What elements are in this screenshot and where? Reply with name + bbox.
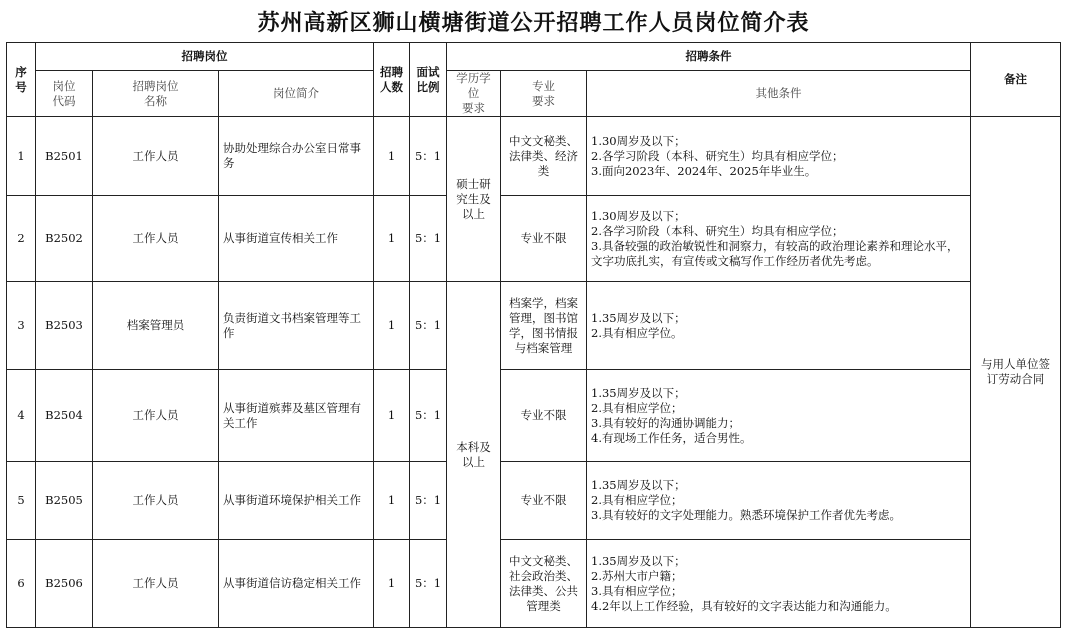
header-row-sub [7, 71, 1061, 117]
cell-other: 1.30周岁及以下； 2.各学习阶段（本科、研究生）均具有相应学位； 3.面向2023年、2024年、2025年毕业生。 [587, 117, 971, 196]
header-ratio: 面试 比例 [410, 43, 447, 117]
cell-other: 1.35周岁及以下； 2.具有相应学位； 3.具有较好的文字处理能力。熟悉环境保护工作者优先考虑。 [587, 462, 971, 540]
cell-name: 工作人员 [93, 462, 219, 540]
cell-major: 中文文秘类、 社会政治类、 法律类、公共 管理类 [501, 540, 587, 628]
cell-ratio: 5：1 [410, 117, 447, 196]
cell-code: B2506 [36, 540, 93, 628]
cell-ratio: 5：1 [410, 462, 447, 540]
cell-count: 1 [374, 282, 410, 370]
table-row [7, 540, 1061, 628]
header-code: 岗位 代码 [36, 71, 93, 117]
page-title: 苏州高新区狮山横塘街道公开招聘工作人员岗位简介表 [257, 11, 810, 36]
cell-edu-bachelor: 本科及 以上 [447, 282, 501, 628]
cell-code: B2501 [36, 117, 93, 196]
cell-ratio: 5：1 [410, 282, 447, 370]
cell-name: 工作人员 [93, 370, 219, 462]
cell-count: 1 [374, 540, 410, 628]
header-seq: 序 号 [7, 43, 36, 117]
header-edu: 学历学位 要求 [447, 71, 501, 117]
positions-table [6, 42, 1061, 628]
cell-major: 专业不限 [501, 462, 587, 540]
header-other: 其他条件 [587, 71, 971, 117]
cell-name: 工作人员 [93, 540, 219, 628]
cell-seq: 6 [7, 540, 36, 628]
table-row [7, 196, 1061, 282]
cell-intro: 从事街道信访稳定相关工作 [219, 540, 374, 628]
cell-other: 1.35周岁及以下； 2.具有相应学位。 [587, 282, 971, 370]
cell-edu-master: 硕士研 究生及 以上 [447, 117, 501, 282]
cell-remark: 与用人单位签 订劳动合同 [971, 117, 1061, 628]
cell-count: 1 [374, 462, 410, 540]
header-post-group: 招聘岗位 [36, 43, 374, 71]
cell-count: 1 [374, 117, 410, 196]
cell-intro: 协助处理综合办公室日常事务 [219, 117, 374, 196]
header-major: 专业 要求 [501, 71, 587, 117]
cell-major: 专业不限 [501, 370, 587, 462]
cell-seq: 4 [7, 370, 36, 462]
cell-name: 工作人员 [93, 196, 219, 282]
cell-major: 档案学，档案 管理，图书馆 学，图书情报 与档案管理 [501, 282, 587, 370]
cell-count: 1 [374, 196, 410, 282]
cell-code: B2502 [36, 196, 93, 282]
cell-count: 1 [374, 370, 410, 462]
cell-other: 1.35周岁及以下； 2.苏州大市户籍； 3.具有相应学位； 4.2年以上工作经验，具有较好的文字表达能力和沟通能力。 [587, 540, 971, 628]
cell-intro: 从事街道环境保护相关工作 [219, 462, 374, 540]
cell-code: B2505 [36, 462, 93, 540]
cell-other: 1.35周岁及以下； 2.具有相应学位； 3.具有较好的沟通协调能力； 4.有现场工作任务，适合男性。 [587, 370, 971, 462]
header-name: 招聘岗位 名称 [93, 71, 219, 117]
header-req-group: 招聘条件 [447, 43, 971, 71]
cell-intro: 从事街道宣传相关工作 [219, 196, 374, 282]
header-remark: 备注 [971, 43, 1061, 117]
table-row [7, 370, 1061, 462]
cell-intro: 从事街道殡葬及墓区管理有关工作 [219, 370, 374, 462]
cell-seq: 2 [7, 196, 36, 282]
table-row [7, 117, 1061, 196]
cell-name: 档案管理员 [93, 282, 219, 370]
header-count: 招聘 人数 [374, 43, 410, 117]
cell-seq: 3 [7, 282, 36, 370]
cell-intro: 负责街道文书档案管理等工作 [219, 282, 374, 370]
cell-name: 工作人员 [93, 117, 219, 196]
table-row [7, 462, 1061, 540]
cell-code: B2504 [36, 370, 93, 462]
cell-ratio: 5：1 [410, 370, 447, 462]
cell-other: 1.30周岁及以下； 2.各学习阶段（本科、研究生）均具有相应学位； 3.具备较强的政治敏锐性和洞察力，有较高的政治理论素养和理论水平，文字功底扎实，有宣传或文稿写作工作经历者优先考虑。 [587, 196, 971, 282]
cell-ratio: 5：1 [410, 196, 447, 282]
cell-seq: 1 [7, 117, 36, 196]
cell-ratio: 5：1 [410, 540, 447, 628]
cell-major: 专业不限 [501, 196, 587, 282]
table-row [7, 282, 1061, 370]
cell-seq: 5 [7, 462, 36, 540]
header-row-group [7, 43, 1061, 71]
cell-code: B2503 [36, 282, 93, 370]
cell-major: 中文文秘类、 法律类、经济 类 [501, 117, 587, 196]
header-intro: 岗位简介 [219, 71, 374, 117]
